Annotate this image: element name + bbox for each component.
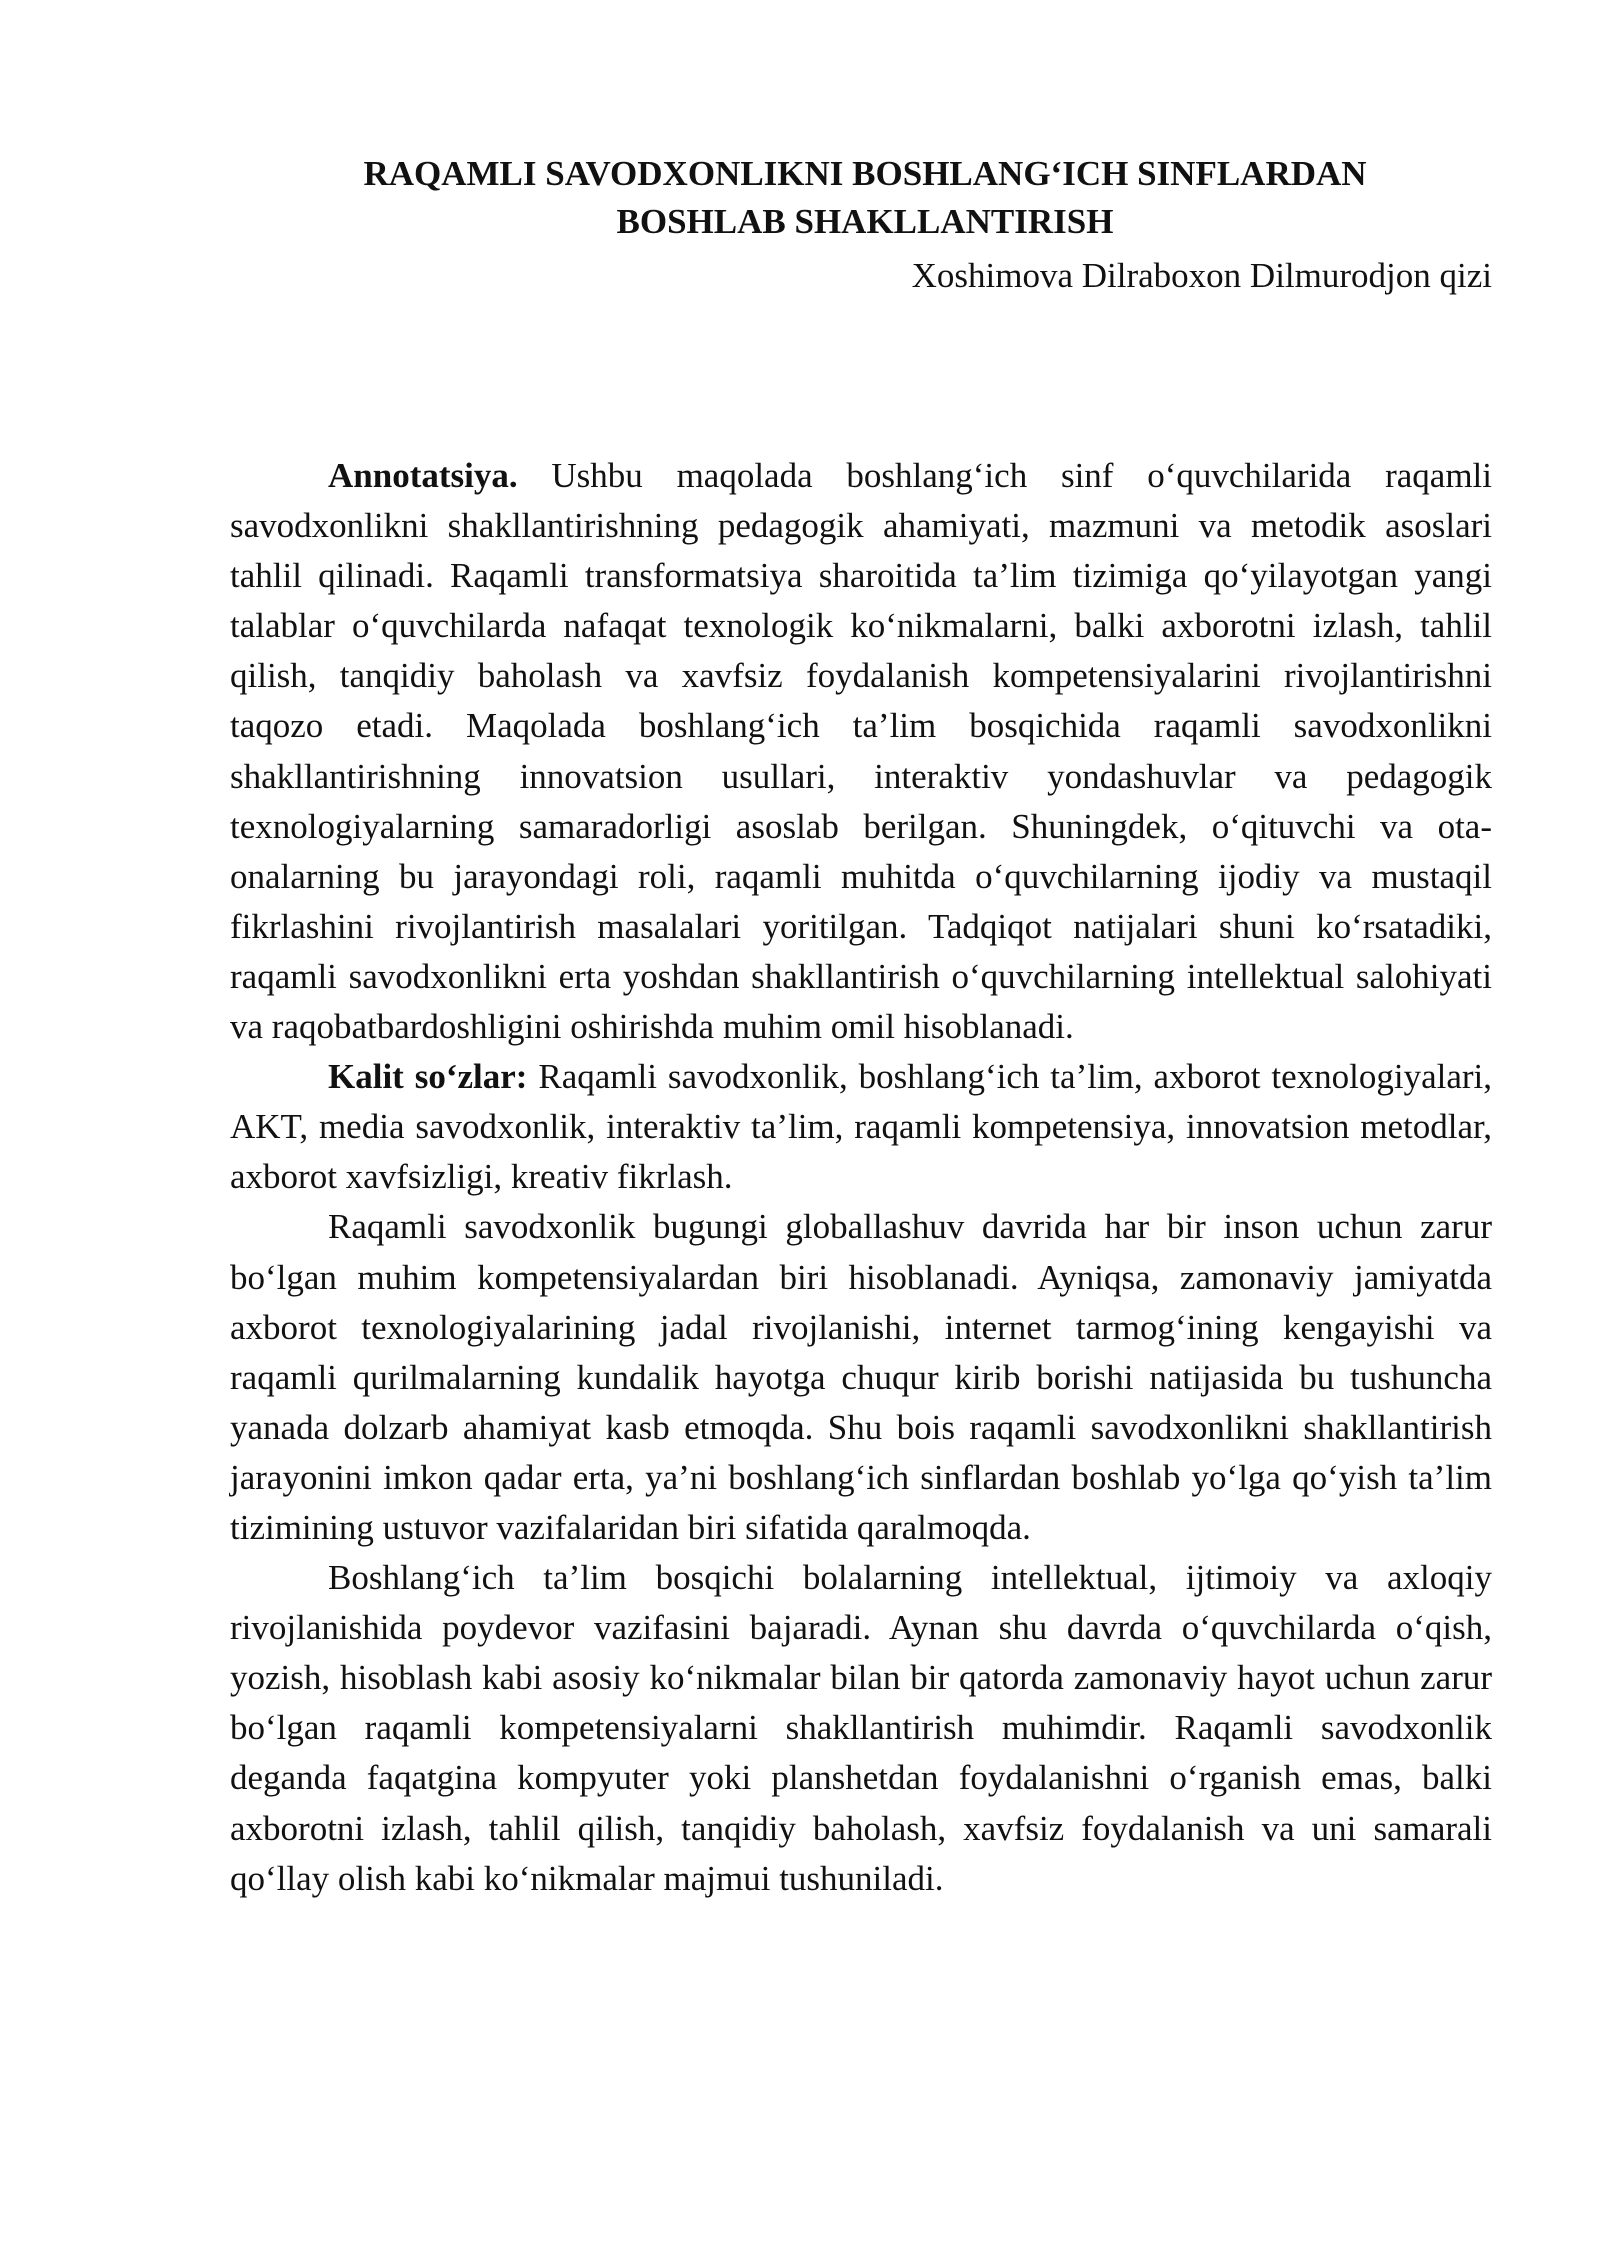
body-paragraph-1: Raqamli savodxonlik bugungi globallashuv davrida har bir inson uchun zarur bo‘lgan muhim kompetensiyalardan biri hisoblanadi. Ayniqsa, zamonaviy jamiyatda axborot texnologiyalarining jadal rivojlanishi, internet tarmog‘ining kengayishi va raqamli qurilmalarning kundalik hayotga chuqur kirib borishi natijasida bu tushuncha yanada dolzarb ahamiyat kasb etmoqda. Shu bois raqamli savodxonlikni shakllantirish jarayonini imkon qadar erta, ya’ni boshlang‘ich sinflardan boshlab yo‘lga qo‘yish ta’lim tizimining ustuvor vazifalaridan biri sifatida qaralmoqda. bbox=[230, 1207, 1492, 1547]
article-title bbox=[230, 150, 1500, 246]
article-title-line-2: BOSHLAB SHAKLLANTIRISH bbox=[616, 202, 1114, 241]
keywords-label: Kalit so‘zlar: bbox=[328, 1057, 528, 1097]
abstract-label: Annotatsiya. bbox=[328, 456, 518, 495]
author-name: Xoshimova Dilraboxon Dilmurodjon qizi bbox=[911, 256, 1492, 295]
body-paragraph-2: Boshlang‘ich ta’lim bosqichi bolalarning intellektual, ijtimoiy va axloqiy rivojlanishida poydevor vazifasini bajaradi. Aynan shu davrda o‘quvchilarda o‘qish, yozish, hisoblash kabi asosiy ko‘nikmalar bilan bir qatorda zamonaviy hayot uchun zarur bo‘lgan raqamli kompetensiyalarni shakllantirish muhimdir. Raqamli savodxonlik deganda faqatgina kompyuter yoki planshetdan foydalanishni o‘rganish emas, balki axborotni izlash, tahlil qilish, tanqidiy baholash, xavfsiz foydalanish va uni samarali qo‘llay olish kabi ko‘nikmalar majmui tushuniladi. bbox=[230, 1558, 1492, 1898]
article-body bbox=[230, 451, 1492, 1904]
abstract-paragraph bbox=[230, 451, 1492, 1052]
abstract-text: Ushbu maqolada boshlang‘ich sinf o‘quvchilarida raqamli savodxonlikni shakllantirishning pedagogik ahamiyati, mazmuni va metodik asoslari tahlil qilinadi. Raqamli transformatsiya sharoitida ta’lim tizimiga qo‘yilayotgan yangi talablar o‘quvchilarda nafaqat texnologik ko‘nikmalarni, balki axborotni izlash, tahlil qilish, tanqidiy baholash va xavfsiz foydalanish kompetensiyalarini rivojlantirishni taqozo etadi. Maqolada boshlang‘ich ta’lim bosqichida raqamli savodxonlikni shakllantirishning innovatsion usullari, interaktiv yondashuvlar va pedagogik texnologiyalarning samaradorligi asoslab berilgan. Shuningdek, o‘qituvchi va ota-onalarning bu jarayondagi roli, raqamli muhitda o‘quvchilarning ijodiy va mustaqil fikrlashini rivojlantirish masalalari yoritilgan. Tadqiqot natijalari shuni ko‘rsatadiki, raqamli savodxonlikni erta yoshdan shakllantirish o‘quvchilarning intellektual salohiyati va raqobatbardoshligini oshirishda muhim omil hisoblanadi. bbox=[230, 456, 1492, 1047]
keywords-text: Raqamli savodxonlik, boshlang‘ich ta’lim, axborot texnologiyalari, AKT, media savodxonlik, interaktiv ta’lim, raqamli kompetensiya, innovatsion metodlar, axborot xavfsizligi, kreativ fikrlash. bbox=[230, 1057, 1492, 1197]
keywords-paragraph bbox=[230, 1052, 1492, 1202]
article-title-line-1: RAQAMLI SAVODXONLIKNI BOSHLANG‘ICH SINFLARDAN bbox=[363, 154, 1367, 193]
